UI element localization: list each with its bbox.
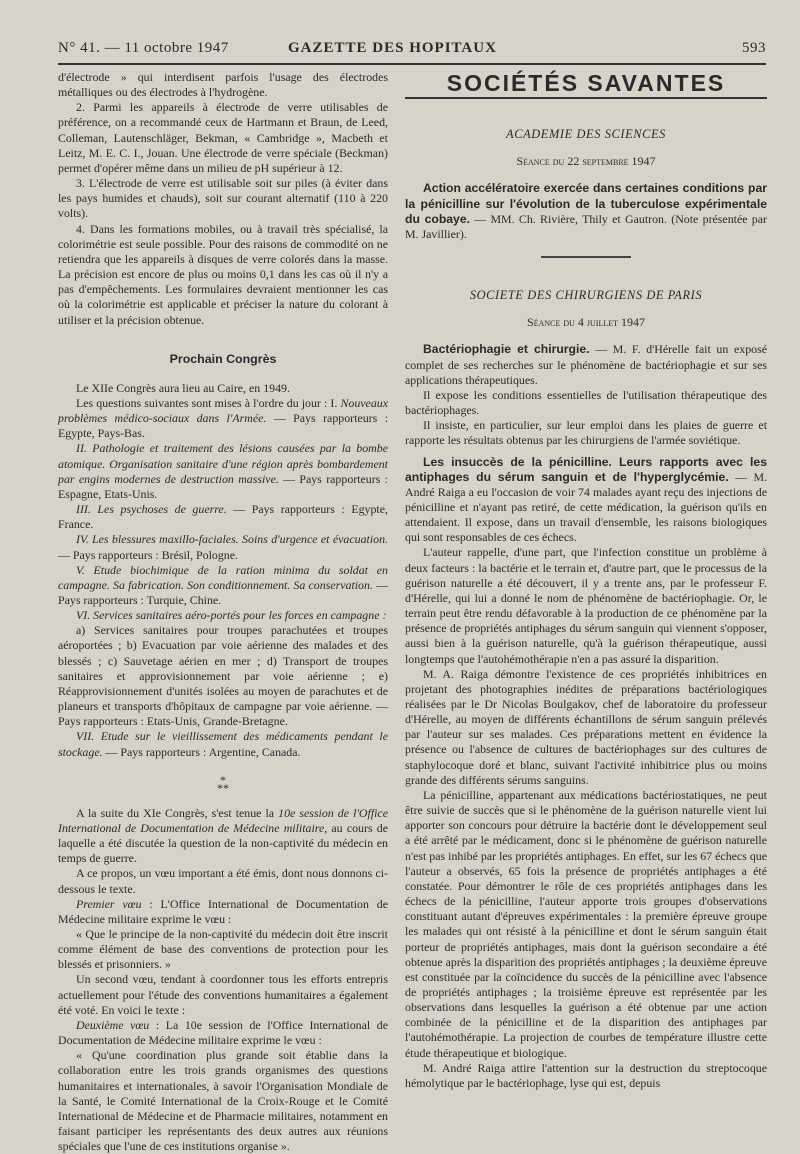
paragraph: [58, 563, 388, 608]
paragraph: La pénicilline, appartenant aux médications bactériostatiques, ne peut être suivie de succès que si le phénomène de la guérison naturelle vient lui apporter son concours pour détruire la bactérie dont le développement seul a été arrêté par le médicament, donc si le phénomène de guérison naturelle n'est pas inhibé par les propriétés antiphages. En effet, sur les 67 échecs que l'auteur a observés, 65 fois la présence de propriétés antiphages a été constatée. Pour démontrer le rôle de ces propriétés antiphages dans les échecs de la pénicilline, l'auteur apporte trois groupes d'observations constituant autant d'épreuves expérimentales : la première épreuve groupe les malades qui ont résisté à la pénicilline et dont le sérum sanguin était porteur de propriétés antiphages, mais dont la guérison secondaire a été obtenue après la disparition des propriétés antiphages ; la deuxième épreuve est constituée par la coïncidence du succès de la pénicilline avec l'absence de propriétés antiphages ; la troisième épreuve est représentée par les observations dans lesquelles la guérison a été obtenue par une action combinée de la pénicilline et de la disparition des antiphages par l'autohémothérapie. La projection de courbes de température illustre cette étude thérapeutique et biologique.: [405, 787, 767, 1060]
paragraph: L'auteur rappelle, d'une part, que l'infection constitue un problème à deux facteurs : la bactérie et le terrain et, d'autre part, que le processus de la guérison naturelle a été découvert, il y a trente ans, par le professeur F. d'Hérelle, qui lui a donné le nom de phénomène de bactériophagie. Or, le terrain peut être rendu défavorable à la production de ce phénomène par la présence de propriétés antiphages du sérum sanguin qui viennent s'opposer, aussi bien à la guérison naturelle, qu'à la guérison thérapeutique, aussi longtemps que l'autohémothérapie n'en a pas assuré la disparition.: [405, 545, 767, 666]
text: : L'Office International de Documentation de Médecine militaire exprime le vœu :: [58, 896, 388, 926]
paragraph: [58, 532, 388, 562]
paragraph: [58, 729, 388, 759]
paragraph: 3. L'électrode de verre est utilisable soit sur piles (à éviter dans les pays humides et chauds), soit sur courant alternatif (110 à 220 volts).: [58, 176, 388, 221]
text: — M. F. d'Hérelle fait un exposé complet de ses recherches sur le phénomène de bactériophagie et sur ses applications thérapeutiques.: [405, 342, 767, 387]
session-date: Séance du 22 septembre 1947: [516, 154, 656, 169]
text: — MM. Ch. Rivière, Thily et Gautron. (Note présentée par M. Javillier).: [405, 211, 767, 241]
article-title: Action accélératoire exercée dans certaines conditions par la pénicilline sur l'évolution de la tuberculose expérimentale du cobaye.: [405, 181, 767, 226]
emphasis: 10e session de l'Office International de Documentation de Médecine militaire,: [58, 805, 388, 835]
page-number: 593: [742, 40, 766, 56]
question-title: II. Pathologie et traitement des lésions causées par la bombe atomique. Organisation sanitaire d'une région après bombardement par engins modernes de destruction massive.: [58, 441, 388, 486]
paragraph: « Que le principe de la non-captivité du médecin doit être inscrit comme élément de base des conventions de protection pour les blessés et prisonniers. »: [58, 926, 388, 972]
paragraph: [58, 441, 388, 502]
paragraph: Le XIIe Congrès aura lieu au Caire, en 1949.: [76, 380, 290, 395]
paragraph: [58, 806, 388, 867]
paragraph: 2. Parmi les appareils à électrode de verre utilisables de préférence, on a recommandé ceux de Hartmann et Braun, de Leed, Colleman, Lautenschläger, Bekman, « Cambridge », Macbeth et Leitz, M. E. C. I., Jouan. Une électrode de verre spéciale (Beckman) permet d'opérer même dans un milieu de pH supérieur à 12.: [58, 100, 388, 175]
paragraph: [58, 396, 388, 441]
paragraph: [58, 608, 388, 623]
issue-number: N° 41. — 11 octobre 1947: [58, 40, 229, 56]
question-title: Nouveaux problèmes médico-sociaux dans l'Armée.: [58, 395, 388, 426]
text: — M. André Raiga a eu l'occasion de voir 74 malades ayant reçu des injections de pénicilline et n'ayant pas retiré, de cette médication, la guérison qu'ils en attendaient. Il expose, dans un travail d'ensemble, les raisons biologiques qui sont responsables de ces échecs.: [405, 469, 767, 545]
section-title: Prochain Congrès: [169, 351, 277, 366]
question-title: III. Les psychoses de guerre.: [76, 502, 227, 517]
question-title: VI. Services sanitaires aéro-portés pour les forces en campagne :: [76, 608, 387, 623]
separator: [541, 256, 631, 258]
question-title: V. Etude biochimique de la ration minima du soldat en campagne. Sa fabrication. Son conditionnement. Sa conservation.: [58, 562, 388, 592]
emphasis: Deuxième vœu: [76, 1017, 150, 1032]
paragraph: [58, 897, 388, 927]
header-rule: [58, 63, 766, 65]
article-title: Bactériophagie et chirurgie.: [423, 342, 590, 357]
text: — Pays rapporteurs : Brésil, Pologne.: [58, 547, 238, 562]
left-column: [58, 70, 388, 1154]
text: — Pays rapporteurs : Espagne, Etats-Unis.: [58, 471, 388, 501]
asterism: * **: [217, 772, 229, 795]
text: — Pays rapporteurs : Egypte, France.: [58, 502, 388, 532]
paragraph: A ce propos, un vœu important a été émis, dont nous donnons ci-dessous le texte.: [58, 866, 388, 896]
session-date: Séance du 4 juillet 1947: [527, 315, 645, 330]
society-title: SOCIETE DES CHIRURGIENS DE PARIS: [469, 288, 703, 303]
paragraph: M. André Raiga attire l'attention sur la destruction du streptocoque hémolytique par le bactériophage, lyse qui est, depuis: [405, 1060, 767, 1090]
text: A la suite du XIe Congrès, s'est tenue la: [76, 805, 279, 820]
paragraph: [405, 181, 767, 242]
emphasis: Premier vœu: [76, 896, 142, 911]
text: : La 10e session de l'Office International de Documentation de Médecine militaire exprime le vœu :: [58, 1017, 388, 1048]
paragraph: [58, 1018, 388, 1048]
question-title: IV. Les blessures maxillo-faciales. Soins d'urgence et évacuation.: [76, 532, 388, 547]
text: — Pays rapporteurs : Turquie, Chine.: [58, 577, 388, 607]
article-title: Les insuccès de la pénicilline. Leurs rapports avec les antiphages du sérum sanguin et de l'hyperglycémie.: [405, 454, 767, 484]
banner-rule: [405, 97, 767, 99]
paragraph: Il expose les conditions essentielles de l'utilisation thérapeutique des bactériophages.: [405, 387, 767, 418]
text: au cours de laquelle a été discutée la question de la non-captivité du médecin en temps de guerre.: [58, 820, 388, 866]
right-column: [405, 70, 767, 1091]
paragraph: [405, 342, 767, 387]
text: — Pays rapporteurs : Argentine, Canada.: [102, 744, 301, 759]
running-head: [58, 36, 766, 60]
paragraph: « Qu'une coordination plus grande soit établie dans la collaboration entre les trois grands organismes des questions humanitaires et internationales, à savoir l'Organisation Mondiale de la Santé, le Comité International de la Croix-Rouge et le Comité International de Médecine et de Pharmacie militaires, notamment en faisant participer les représentants des deux autres aux réunions spéciales que l'une de ces institutions organise ».: [58, 1048, 388, 1154]
text: Les questions suivantes sont mises à l'ordre du jour : I.: [76, 395, 338, 410]
paragraph: d'électrode » qui interdisent parfois l'usage des électrodes métalliques ou des électrodes à l'hydrogène.: [58, 70, 388, 100]
paragraph: [405, 455, 767, 546]
question-title: VII. Etude sur le vieillissement des médicaments pendant le stockage.: [58, 729, 388, 759]
paragraph: [58, 502, 388, 532]
paragraph: Un second vœu, tendant à coordonner tous les efforts entrepris actuellement pour l'étude des conventions humanitaires a également été voté. En voici le texte :: [58, 972, 388, 1017]
society-title: ACADEMIE DES SCIENCES: [506, 127, 666, 142]
journal-title: GAZETTE DES HOPITAUX: [288, 40, 497, 56]
paragraph: M. A. Raiga démontre l'existence de ces propriétés inhibitrices en projetant des photographies inédites de préparations bactériologiques réalisées par le Dr Nicolas Boulgakov, chef de laboratoire du professeur d'Hérelle, au moyen de différents échantillons de sérum sanguin prélevés par l'auteur sur ses malades. Ces préparations mettent en évidence la présence ou l'absence de cultures de bactériophages sur des cultures de staphylocoque doré et blanc, suivant l'activité inhibitrice plus ou moins grande des différents sérums sanguins.: [405, 666, 767, 787]
paragraph: 4. Dans les formations mobiles, ou à travail très spécialisé, la colorimétrie est seule possible. Pour des raisons de commodité on ne retiendra que les appareils à disques de verre colorés dans la masse. La précision est encore de plus ou moins 0,1 dans les cas où il n'y a pas d'empêchements. Les formulaires devraient mentionner les cas où la colorimétrie est applicable et préciser la nature du colorant à utiliser et la précision obtenue.: [58, 221, 388, 327]
paragraph: a) Services sanitaires pour troupes parachutées et troupes aéroportées ; b) Evacuation par voie aérienne des malades et des blessés ; c) Sauvetage aérien en mer ; d) Transport de troupes sanitaires et approvisionnement par voie aérienne ; e) Réapprovisionnement d'unités isolées au moyen de parachutes et de planeurs et transports d'hôpitaux de campagne par voie aérienne. — Pays rapporteurs : Etats-Unis, Grande-Bretagne.: [58, 623, 388, 729]
text: — Pays rapporteurs : Egypte, Pays-Bas.: [58, 411, 388, 441]
paragraph: Il insiste, en particulier, sur leur emploi dans les plaies de guerre et rapporte les résultats obtenus par les chirurgiens de l'armée soviétique.: [405, 418, 767, 448]
section-banner: SOCIÉTÉS SAVANTES: [446, 70, 726, 96]
